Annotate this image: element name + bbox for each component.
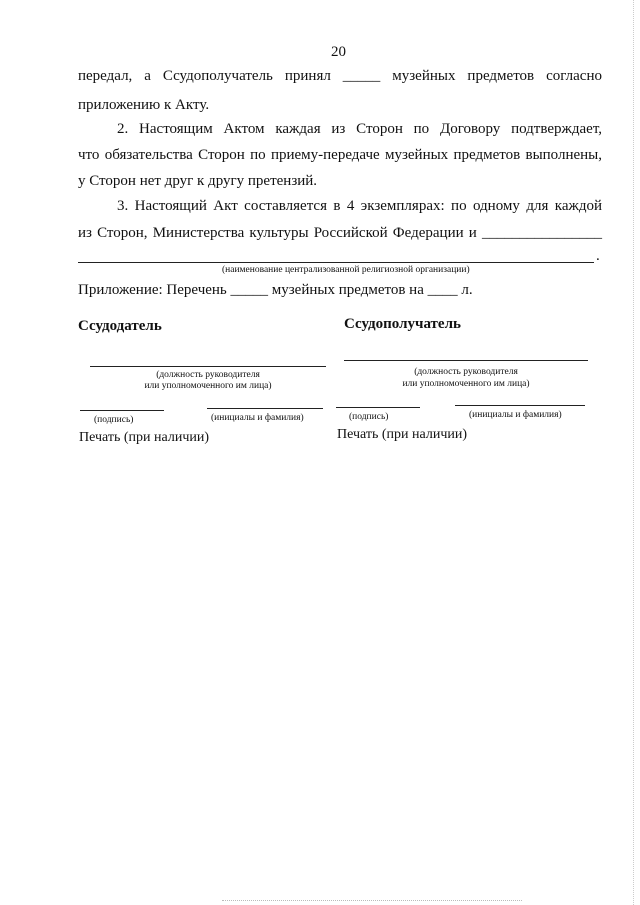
organization-line-period: . [596, 248, 600, 264]
paragraph-1-line-1: передал, а Ссудополучатель принял _____ музейных предметов согласно [78, 68, 602, 84]
borrower-name-caption: (инициалы и фамилия) [469, 410, 562, 420]
organization-name-line [78, 262, 594, 263]
lender-title: Ссудодатель [78, 318, 162, 334]
paragraph-3-line-1: 3. Настоящий Акт составляется в 4 экземплярах: по одному для каждой [117, 198, 602, 214]
paragraph-2-line-2: что обязательства Сторон по приему-передаче музейных предметов выполнены, [78, 147, 602, 163]
paragraph-2-line-3: у Сторон нет друг к другу претензий. [78, 173, 318, 189]
lender-name-caption: (инициалы и фамилия) [211, 413, 304, 423]
scan-edge-bottom [222, 900, 522, 901]
organization-caption: (наименование централизованной религиозной организации) [222, 265, 470, 275]
lender-position-caption-2: или уполномоченного им лица) [144, 381, 272, 391]
borrower-seal: Печать (при наличии) [337, 427, 468, 442]
lender-name-line [207, 408, 323, 409]
lender-position-line [90, 366, 326, 367]
borrower-position-line [344, 360, 588, 361]
borrower-position-caption-2: или уполномоченного им лица) [402, 379, 530, 389]
lender-seal: Печать (при наличии) [79, 430, 210, 445]
borrower-signature-line [336, 407, 420, 408]
paragraph-2-line-1: 2. Настоящим Актом каждая из Сторон по Договору подтверждает, [117, 121, 602, 137]
scan-edge-right [633, 0, 634, 905]
lender-signature-line [80, 410, 164, 411]
borrower-title: Ссудополучатель [344, 316, 461, 332]
page-number: 20 [331, 44, 346, 60]
appendix-line: Приложение: Перечень _____ музейных предметов на ____ л. [78, 282, 473, 298]
borrower-name-line [455, 405, 585, 406]
borrower-position-caption-1: (должность руководителя [414, 367, 518, 377]
borrower-signature-caption: (подпись) [349, 412, 389, 422]
lender-signature-caption: (подпись) [94, 415, 134, 425]
paragraph-1-line-2: приложению к Акту. [78, 97, 210, 113]
paragraph-3-line-2: из Сторон, Министерства культуры Российской Федерации и ________________ [78, 225, 602, 241]
lender-position-caption-1: (должность руководителя [156, 370, 260, 380]
